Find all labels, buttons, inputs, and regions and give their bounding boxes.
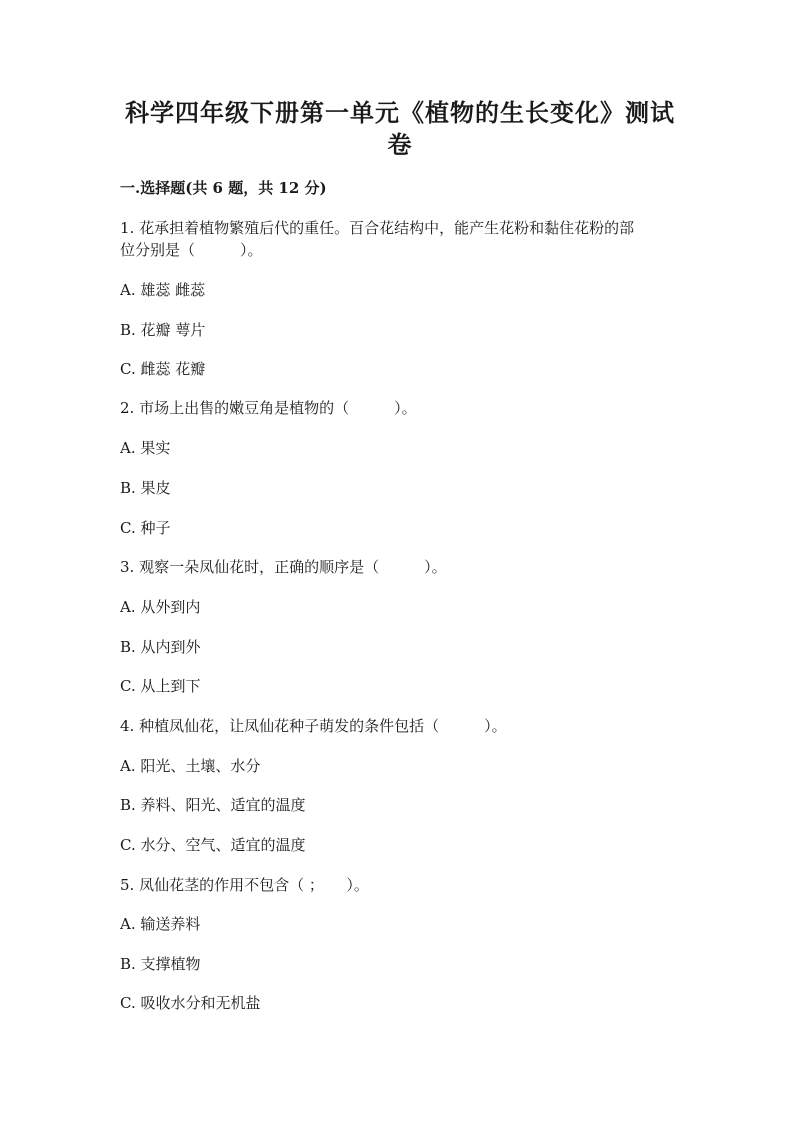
question-5-option-c: C. 吸收水分和无机盐 xyxy=(120,994,261,1012)
question-2-text: 2. 市场上出售的嫩豆角是植物的（ ）。 xyxy=(120,399,417,417)
page-title-continued: 卷 xyxy=(387,130,413,159)
question-3-option-b: B. 从内到外 xyxy=(120,638,201,656)
question-1-option-b: B. 花瓣 萼片 xyxy=(120,321,206,339)
question-3-text: 3. 观察一朵凤仙花时，正确的顺序是（ ）。 xyxy=(120,558,447,576)
section-header: 一.选择题(共 6 题，共 12 分) xyxy=(120,179,327,197)
page-title: 科学四年级下册第一单元《植物的生长变化》测试 xyxy=(125,98,675,127)
question-5-option-a: A. 输送养料 xyxy=(120,915,201,933)
question-4-option-c: C. 水分、空气、适宜的温度 xyxy=(120,836,306,854)
question-1-text: 1. 花承担着植物繁殖后代的重任。百合花结构中，能产生花粉和黏住花粉的部 xyxy=(120,219,635,237)
question-4-option-b: B. 养料、阳光、适宜的温度 xyxy=(120,796,306,814)
question-2-option-b: B. 果皮 xyxy=(120,479,171,497)
question-5-text: 5. 凤仙花茎的作用不包含（ ； ）。 xyxy=(120,876,369,894)
question-1-option-c: C. 雌蕊 花瓣 xyxy=(120,360,206,378)
question-1-text-continued: 位分别是（ ）。 xyxy=(120,241,263,259)
question-1-option-a: A. 雄蕊 雌蕊 xyxy=(120,281,206,299)
question-2-option-c: C. 种子 xyxy=(120,519,171,537)
question-3-option-a: A. 从外到内 xyxy=(120,598,201,616)
question-2-option-a: A. 果实 xyxy=(120,439,171,457)
question-4-option-a: A. 阳光、土壤、水分 xyxy=(120,757,261,775)
question-5-option-b: B. 支撑植物 xyxy=(120,955,201,973)
question-4-text: 4. 种植凤仙花，让凤仙花种子萌发的条件包括（ ）。 xyxy=(120,717,507,735)
question-3-option-c: C. 从上到下 xyxy=(120,677,201,695)
